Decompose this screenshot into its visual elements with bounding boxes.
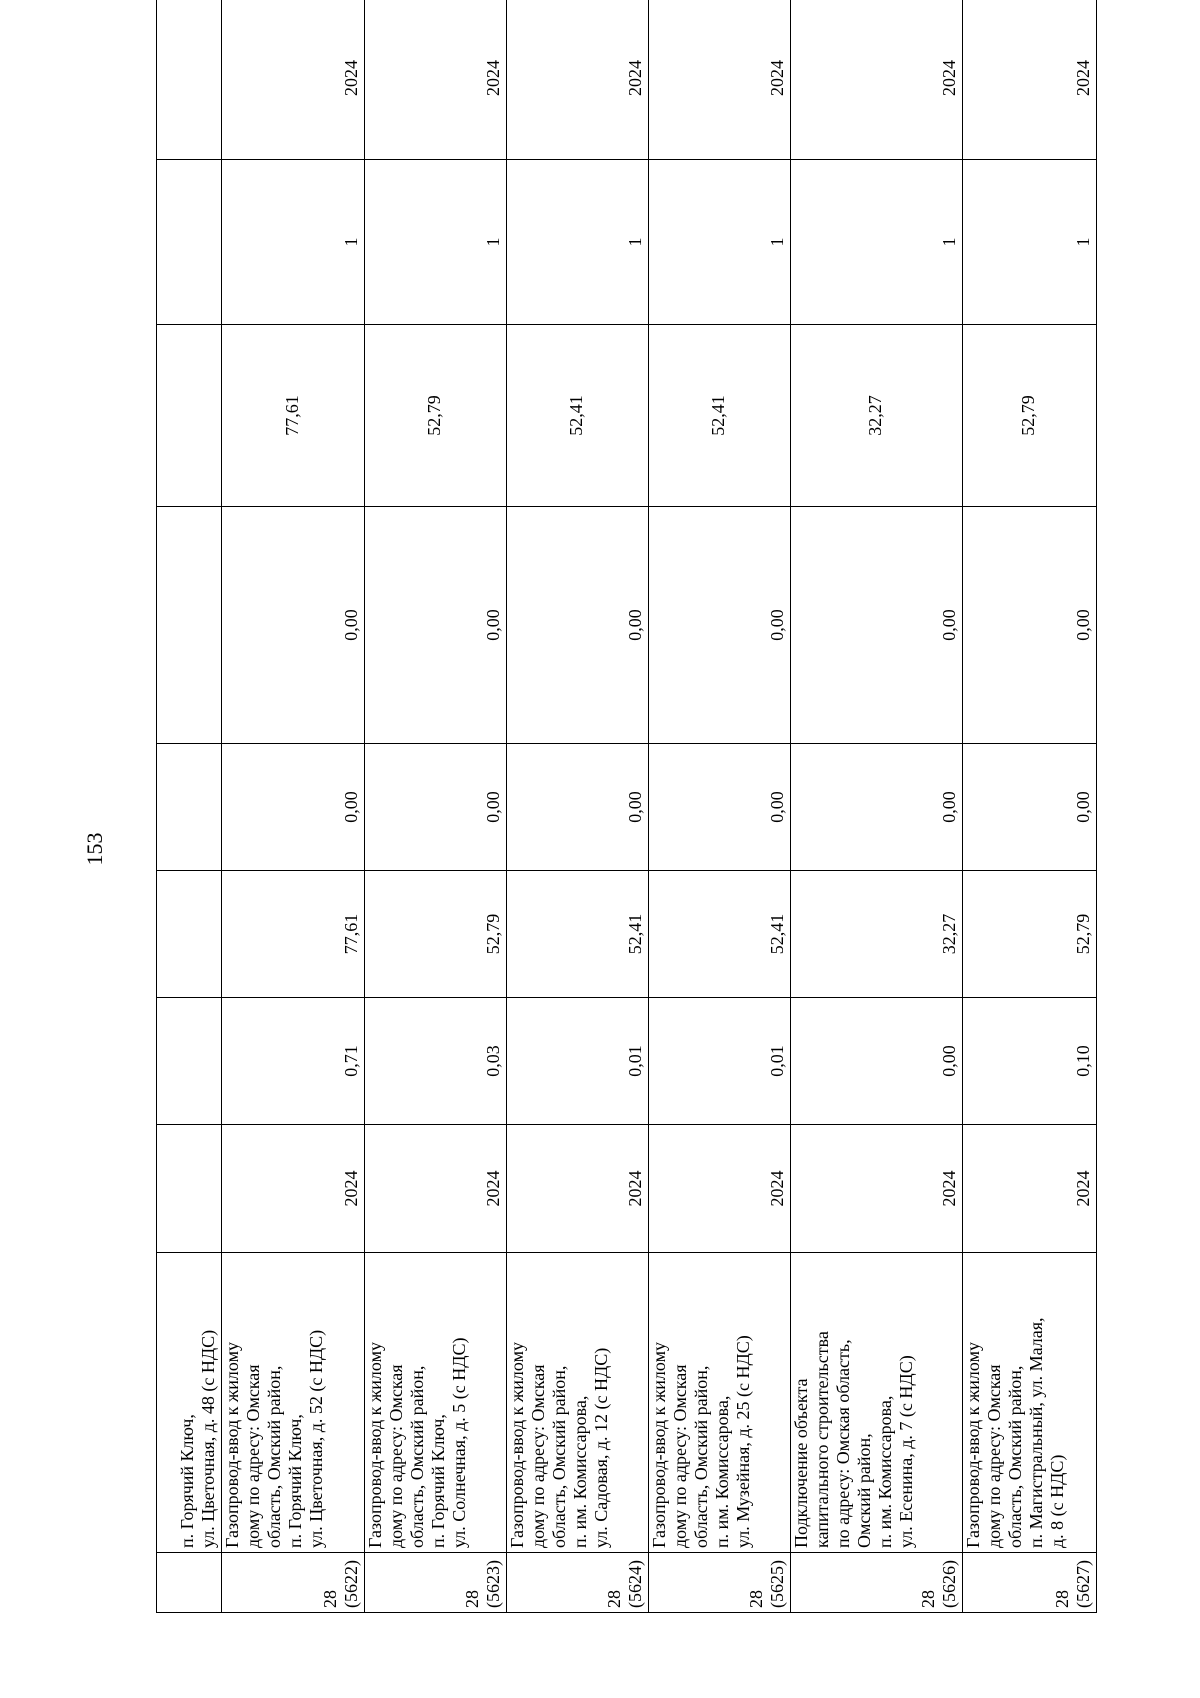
- cell-mid-value: 32,27: [791, 325, 963, 507]
- description-line: область, Омский район,: [691, 1365, 711, 1548]
- cell-mid-value: 52,79: [365, 325, 507, 507]
- row-number: 28: [604, 1590, 624, 1608]
- row-code: (5627): [1073, 1560, 1093, 1608]
- cell-value-a: 0,71: [222, 998, 365, 1125]
- cell-empty: [157, 871, 222, 998]
- data-table: [156, 0, 1097, 1613]
- description-line: область, Омский район,: [549, 1365, 569, 1548]
- cell-year-start: 2024: [963, 1125, 1097, 1253]
- cell-total: 52,41: [507, 871, 649, 998]
- description-line: область, Омский район,: [1005, 1365, 1025, 1548]
- page-number: 153: [82, 832, 107, 866]
- cell-total: 52,41: [649, 871, 791, 998]
- description-line: по адресу: Омская область,: [833, 1339, 853, 1548]
- cell-year-b: 2024: [507, 0, 649, 160]
- cell-year-start: 2024: [222, 1125, 365, 1253]
- cell-index-empty: [157, 1553, 222, 1613]
- cell-empty: [157, 160, 222, 325]
- description-line: п. Горячий Ключ,: [428, 1414, 448, 1548]
- cell-zero-2: 0,00: [507, 507, 649, 744]
- cell-mid-value: 52,79: [963, 325, 1097, 507]
- row-number: 28: [746, 1590, 766, 1608]
- cell-zero-1: 0,00: [649, 744, 791, 871]
- table-row-continued: [157, 0, 222, 1613]
- cell-year-b: 2024: [649, 0, 791, 160]
- description-line: дому по адресу: Омская: [243, 1364, 263, 1548]
- cell-mid-value: 52,41: [649, 325, 791, 507]
- cell-index: [963, 1553, 1097, 1613]
- cell-empty: [157, 998, 222, 1125]
- description-line: п. им. Комиссарова,: [570, 1395, 590, 1548]
- cell-year-b: 2024: [791, 0, 963, 160]
- cell-zero-2: 0,00: [649, 507, 791, 744]
- table-row: [507, 0, 649, 1613]
- cell-index: [222, 1553, 365, 1613]
- cell-description: [365, 1253, 507, 1553]
- cell-value-a: 0,00: [791, 998, 963, 1125]
- cell-count: 1: [365, 160, 507, 325]
- cell-count: 1: [222, 160, 365, 325]
- table-row: [963, 0, 1097, 1613]
- cell-value-a: 0,01: [507, 998, 649, 1125]
- cell-zero-1: 0,00: [507, 744, 649, 871]
- table-row: [791, 0, 963, 1613]
- description-line: п. им. Комиссарова,: [712, 1395, 732, 1548]
- cell-year-start: 2024: [365, 1125, 507, 1253]
- cell-value-a: 0,10: [963, 998, 1097, 1125]
- row-code: (5623): [483, 1560, 503, 1608]
- cell-zero-2: 0,00: [222, 507, 365, 744]
- table-row: [649, 0, 791, 1613]
- cell-year-b: 2024: [365, 0, 507, 160]
- cell-empty: [157, 1125, 222, 1253]
- cell-total: 77,61: [222, 871, 365, 998]
- cell-year-b: 2024: [963, 0, 1097, 160]
- cell-empty: [157, 507, 222, 744]
- description-line: п. Горячий Ключ,: [285, 1414, 305, 1548]
- description-line: Газопровод-ввод к жилому: [222, 1342, 242, 1548]
- row-code: (5626): [939, 1560, 959, 1608]
- row-code: (5624): [625, 1560, 645, 1608]
- cell-index: [365, 1553, 507, 1613]
- description-line: ул. Есенина, д. 7 (с НДС): [896, 1355, 916, 1548]
- description-line: Подключение объекта: [791, 1378, 811, 1548]
- cell-zero-1: 0,00: [222, 744, 365, 871]
- description-line: дому по адресу: Омская: [528, 1364, 548, 1548]
- cell-year-start: 2024: [649, 1125, 791, 1253]
- description-line: капитального строительства: [812, 1331, 832, 1548]
- table-row: [222, 0, 365, 1613]
- data-table-container: [156, 60, 1096, 1613]
- cell-count: 1: [649, 160, 791, 325]
- cell-mid-value: 52,41: [507, 325, 649, 507]
- cell-count: 1: [791, 160, 963, 325]
- description-line: ул. Цветочная, д. 52 (с НДС): [306, 1329, 326, 1548]
- description-line: область, Омский район,: [407, 1365, 427, 1548]
- cell-description: [507, 1253, 649, 1553]
- cell-value-a: 0,03: [365, 998, 507, 1125]
- cell-year-start: 2024: [507, 1125, 649, 1253]
- cell-count: 1: [507, 160, 649, 325]
- cell-description: [963, 1253, 1097, 1553]
- description-line: Газопровод-ввод к жилому: [507, 1342, 527, 1548]
- description-line: Газопровод-ввод к жилому: [963, 1342, 983, 1548]
- description-line: п. им. Комиссарова,: [875, 1395, 895, 1548]
- description-line: Омский район,: [854, 1433, 874, 1548]
- cell-total: 52,79: [365, 871, 507, 998]
- description-line: дому по адресу: Омская: [386, 1364, 406, 1548]
- description-line: д. 8 (с НДС): [1047, 1454, 1067, 1548]
- description-line: область, Омский район,: [264, 1365, 284, 1548]
- cell-zero-2: 0,00: [963, 507, 1097, 744]
- cell-zero-1: 0,00: [963, 744, 1097, 871]
- cell-total: 32,27: [791, 871, 963, 998]
- row-number: 28: [462, 1590, 482, 1608]
- address-line: п. Горячий Ключ,: [177, 1414, 197, 1548]
- cell-total: 52,79: [963, 871, 1097, 998]
- description-line: ул. Солнечная, д. 5 (с НДС): [449, 1337, 469, 1548]
- cell-empty: [157, 744, 222, 871]
- cell-zero-1: 0,00: [365, 744, 507, 871]
- cell-zero-1: 0,00: [791, 744, 963, 871]
- cell-description: [791, 1253, 963, 1553]
- description-line: ул. Садовая, д. 12 (с НДС): [591, 1347, 611, 1548]
- row-number: 28: [918, 1590, 938, 1608]
- cell-index: [649, 1553, 791, 1613]
- cell-mid-value: 77,61: [222, 325, 365, 507]
- cell-zero-2: 0,00: [791, 507, 963, 744]
- row-code: (5625): [767, 1560, 787, 1608]
- cell-description: [157, 1253, 222, 1553]
- description-line: дому по адресу: Омская: [670, 1364, 690, 1548]
- description-line: дому по адресу: Омская: [984, 1364, 1004, 1548]
- cell-index: [507, 1553, 649, 1613]
- row-number: 28: [320, 1590, 340, 1608]
- description-line: ул. Музейная, д. 25 (с НДС): [733, 1335, 753, 1548]
- cell-empty: [157, 325, 222, 507]
- cell-description: [222, 1253, 365, 1553]
- cell-year-b: 2024: [222, 0, 365, 160]
- cell-year-start: 2024: [791, 1125, 963, 1253]
- row-code: (5622): [341, 1560, 361, 1608]
- row-number: 28: [1052, 1590, 1072, 1608]
- rotated-table-frame: [156, 60, 1096, 1613]
- description-line: Газопровод-ввод к жилому: [649, 1342, 669, 1548]
- cell-count: 1: [963, 160, 1097, 325]
- cell-empty: [157, 0, 222, 160]
- cell-index: [791, 1553, 963, 1613]
- description-line: п. Магистральный, ул. Малая,: [1026, 1317, 1046, 1548]
- cell-value-a: 0,01: [649, 998, 791, 1125]
- cell-description: [649, 1253, 791, 1553]
- cell-zero-2: 0,00: [365, 507, 507, 744]
- address-line: ул. Цветочная, д. 48 (с НДС): [198, 1329, 218, 1548]
- description-line: Газопровод-ввод к жилому: [365, 1342, 385, 1548]
- table-row: [365, 0, 507, 1613]
